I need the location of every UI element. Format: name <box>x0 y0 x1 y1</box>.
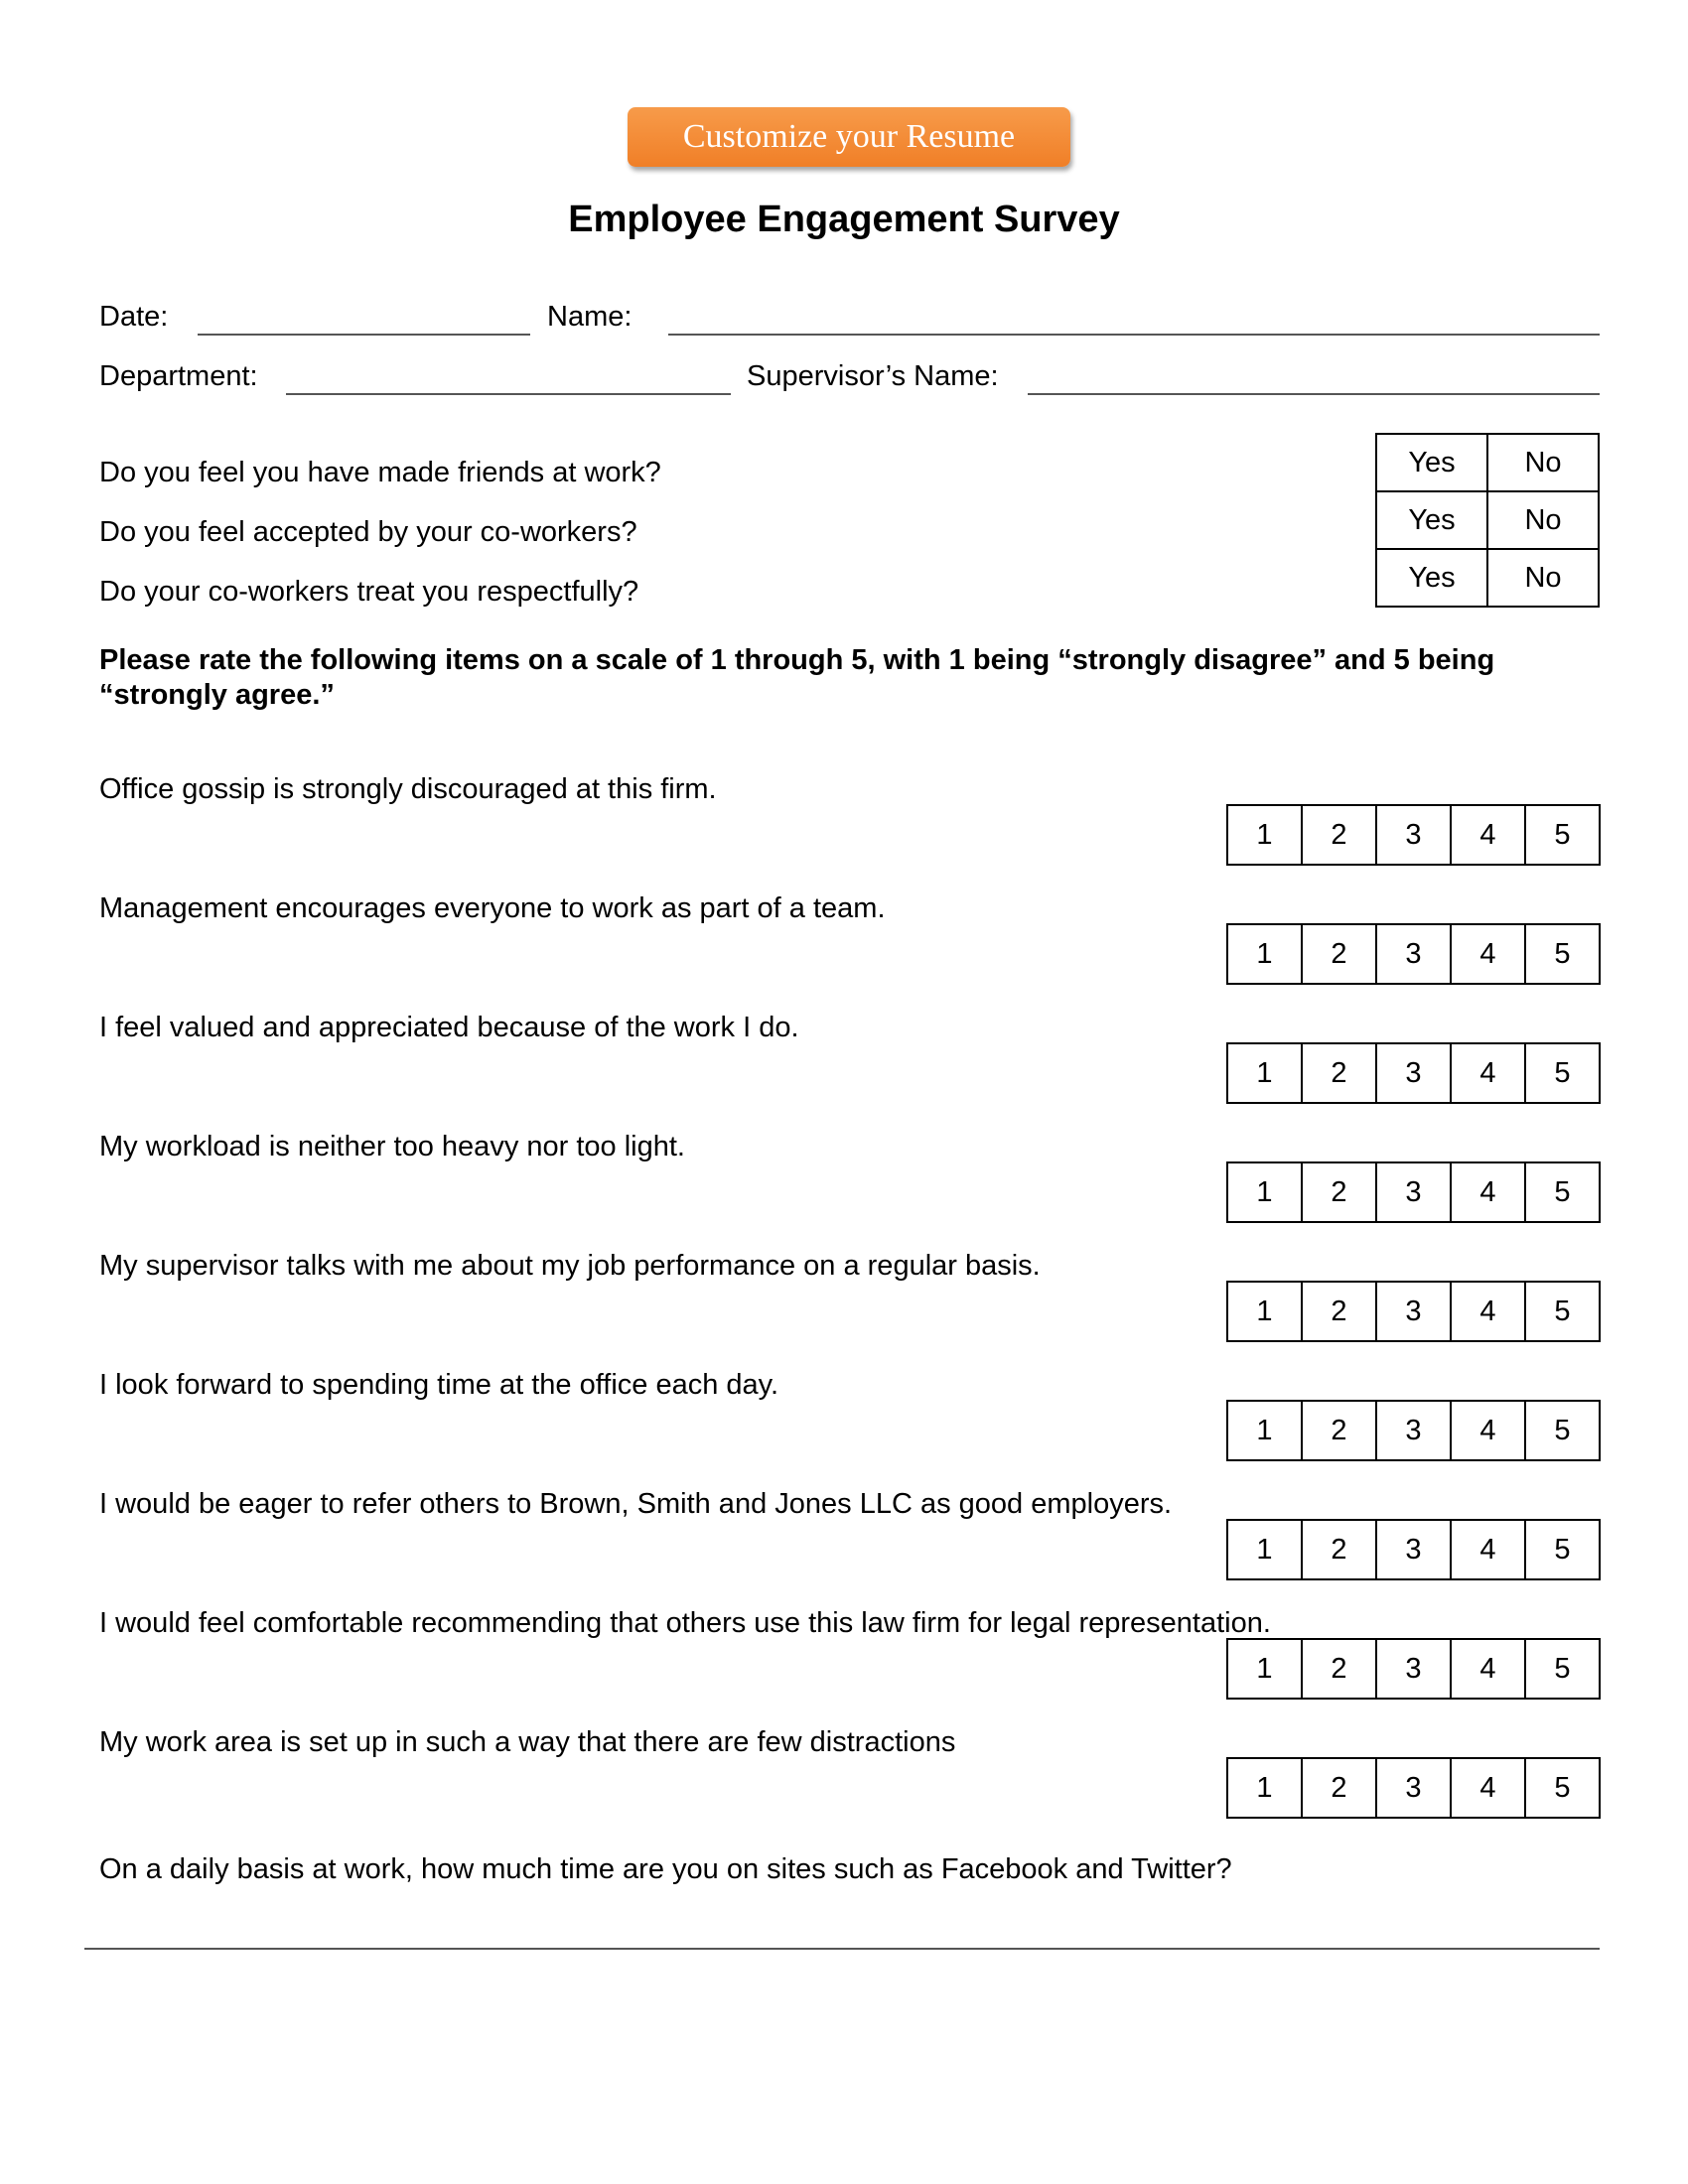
yes-option[interactable]: Yes <box>1376 549 1487 607</box>
yes-no-question-2: Do you feel accepted by your co-workers? <box>99 516 637 548</box>
rating-scale <box>1226 1638 1601 1700</box>
rating-option-4[interactable]: 4 <box>1451 1639 1525 1699</box>
rating-scale <box>1226 1281 1601 1342</box>
rating-option-1[interactable]: 1 <box>1227 805 1302 865</box>
rating-option-3[interactable]: 3 <box>1376 924 1451 984</box>
rating-option-4[interactable]: 4 <box>1451 1758 1525 1818</box>
rating-scale <box>1226 804 1601 866</box>
yes-no-row <box>1376 549 1599 607</box>
yes-no-question-1: Do you feel you have made friends at work? <box>99 457 661 488</box>
rating-scale <box>1226 1757 1601 1819</box>
rating-statement: I would feel comfortable recommending that others use this law firm for legal representation. <box>99 1607 1271 1639</box>
no-option[interactable]: No <box>1487 549 1599 607</box>
rating-option-4[interactable]: 4 <box>1451 1520 1525 1579</box>
rating-option-1[interactable]: 1 <box>1227 1162 1302 1222</box>
rating-option-4[interactable]: 4 <box>1451 1043 1525 1103</box>
rating-option-4[interactable]: 4 <box>1451 924 1525 984</box>
name-label: Name: <box>547 301 633 333</box>
rating-option-4[interactable]: 4 <box>1451 805 1525 865</box>
rating-option-2[interactable]: 2 <box>1302 1401 1376 1460</box>
rating-option-2[interactable]: 2 <box>1302 1162 1376 1222</box>
supervisor-name-field[interactable] <box>1028 393 1600 395</box>
rating-statement: My supervisor talks with me about my job performance on a regular basis. <box>99 1250 1041 1282</box>
rating-item <box>0 772 1688 891</box>
rating-option-5[interactable]: 5 <box>1525 1639 1600 1699</box>
rating-option-2[interactable]: 2 <box>1302 805 1376 865</box>
rating-item <box>0 1249 1688 1368</box>
department-label: Department: <box>99 360 258 392</box>
rating-scale <box>1226 1519 1601 1580</box>
rating-option-1[interactable]: 1 <box>1227 1401 1302 1460</box>
rating-item <box>0 1606 1688 1725</box>
rating-option-5[interactable]: 5 <box>1525 1162 1600 1222</box>
rating-option-5[interactable]: 5 <box>1525 805 1600 865</box>
rating-scale <box>1226 1042 1601 1104</box>
rating-statement: Management encourages everyone to work as part of a team. <box>99 892 886 924</box>
rating-option-5[interactable]: 5 <box>1525 1520 1600 1579</box>
rating-option-1[interactable]: 1 <box>1227 1520 1302 1579</box>
rating-option-2[interactable]: 2 <box>1302 1282 1376 1341</box>
rating-statement: I would be eager to refer others to Brown, Smith and Jones LLC as good employers. <box>99 1488 1173 1520</box>
name-field[interactable] <box>668 334 1600 336</box>
rating-option-1[interactable]: 1 <box>1227 1639 1302 1699</box>
rating-statement: I look forward to spending time at the office each day. <box>99 1369 779 1401</box>
rating-option-2[interactable]: 2 <box>1302 924 1376 984</box>
no-option[interactable]: No <box>1487 434 1599 491</box>
rating-option-2[interactable]: 2 <box>1302 1520 1376 1579</box>
social-media-question: On a daily basis at work, how much time are you on sites such as Facebook and Twitter? <box>99 1853 1232 1885</box>
rating-item <box>0 1011 1688 1130</box>
rating-item <box>0 1368 1688 1487</box>
rating-option-5[interactable]: 5 <box>1525 1043 1600 1103</box>
yes-option[interactable]: Yes <box>1376 491 1487 549</box>
rating-option-3[interactable]: 3 <box>1376 1758 1451 1818</box>
rating-instructions: Please rate the following items on a scale of 1 through 5, with 1 being “strongly disagree” and 5 being “strongly agree.” <box>99 644 1495 711</box>
rating-statement: Office gossip is strongly discouraged at this firm. <box>99 773 717 805</box>
rating-option-1[interactable]: 1 <box>1227 1758 1302 1818</box>
rating-scale <box>1226 1400 1601 1461</box>
yes-option[interactable]: Yes <box>1376 434 1487 491</box>
rating-statement: My work area is set up in such a way that there are few distractions <box>99 1726 956 1758</box>
rating-option-3[interactable]: 3 <box>1376 1639 1451 1699</box>
yes-no-question-3: Do your co-workers treat you respectfully? <box>99 576 639 608</box>
yes-no-row <box>1376 491 1599 549</box>
rating-option-3[interactable]: 3 <box>1376 1401 1451 1460</box>
no-option[interactable]: No <box>1487 491 1599 549</box>
rating-option-4[interactable]: 4 <box>1451 1282 1525 1341</box>
yes-no-table <box>1375 433 1600 608</box>
rating-option-2[interactable]: 2 <box>1302 1043 1376 1103</box>
yes-no-row <box>1376 434 1599 491</box>
social-media-answer-field[interactable] <box>84 1948 1600 1950</box>
rating-scale <box>1226 923 1601 985</box>
rating-item <box>0 1487 1688 1606</box>
rating-option-1[interactable]: 1 <box>1227 1043 1302 1103</box>
rating-option-5[interactable]: 5 <box>1525 1282 1600 1341</box>
rating-option-2[interactable]: 2 <box>1302 1758 1376 1818</box>
rating-option-3[interactable]: 3 <box>1376 805 1451 865</box>
rating-option-1[interactable]: 1 <box>1227 1282 1302 1341</box>
rating-scale <box>1226 1161 1601 1223</box>
rating-option-3[interactable]: 3 <box>1376 1282 1451 1341</box>
customize-resume-button[interactable]: Customize your Resume <box>628 107 1070 167</box>
date-field[interactable] <box>198 334 530 336</box>
page-title: Employee Engagement Survey <box>568 199 1120 240</box>
rating-item <box>0 1130 1688 1249</box>
rating-item <box>0 891 1688 1011</box>
rating-statement: I feel valued and appreciated because of the work I do. <box>99 1012 799 1043</box>
supervisor-label: Supervisor’s Name: <box>747 360 999 392</box>
rating-statement: My workload is neither too heavy nor too light. <box>99 1131 685 1162</box>
rating-option-5[interactable]: 5 <box>1525 1758 1600 1818</box>
rating-option-5[interactable]: 5 <box>1525 924 1600 984</box>
rating-option-2[interactable]: 2 <box>1302 1639 1376 1699</box>
department-field[interactable] <box>286 393 731 395</box>
rating-option-4[interactable]: 4 <box>1451 1401 1525 1460</box>
date-label: Date: <box>99 301 169 333</box>
rating-option-3[interactable]: 3 <box>1376 1520 1451 1579</box>
rating-option-4[interactable]: 4 <box>1451 1162 1525 1222</box>
rating-option-5[interactable]: 5 <box>1525 1401 1600 1460</box>
rating-option-3[interactable]: 3 <box>1376 1162 1451 1222</box>
rating-item <box>0 1725 1688 1844</box>
rating-option-1[interactable]: 1 <box>1227 924 1302 984</box>
rating-option-3[interactable]: 3 <box>1376 1043 1451 1103</box>
